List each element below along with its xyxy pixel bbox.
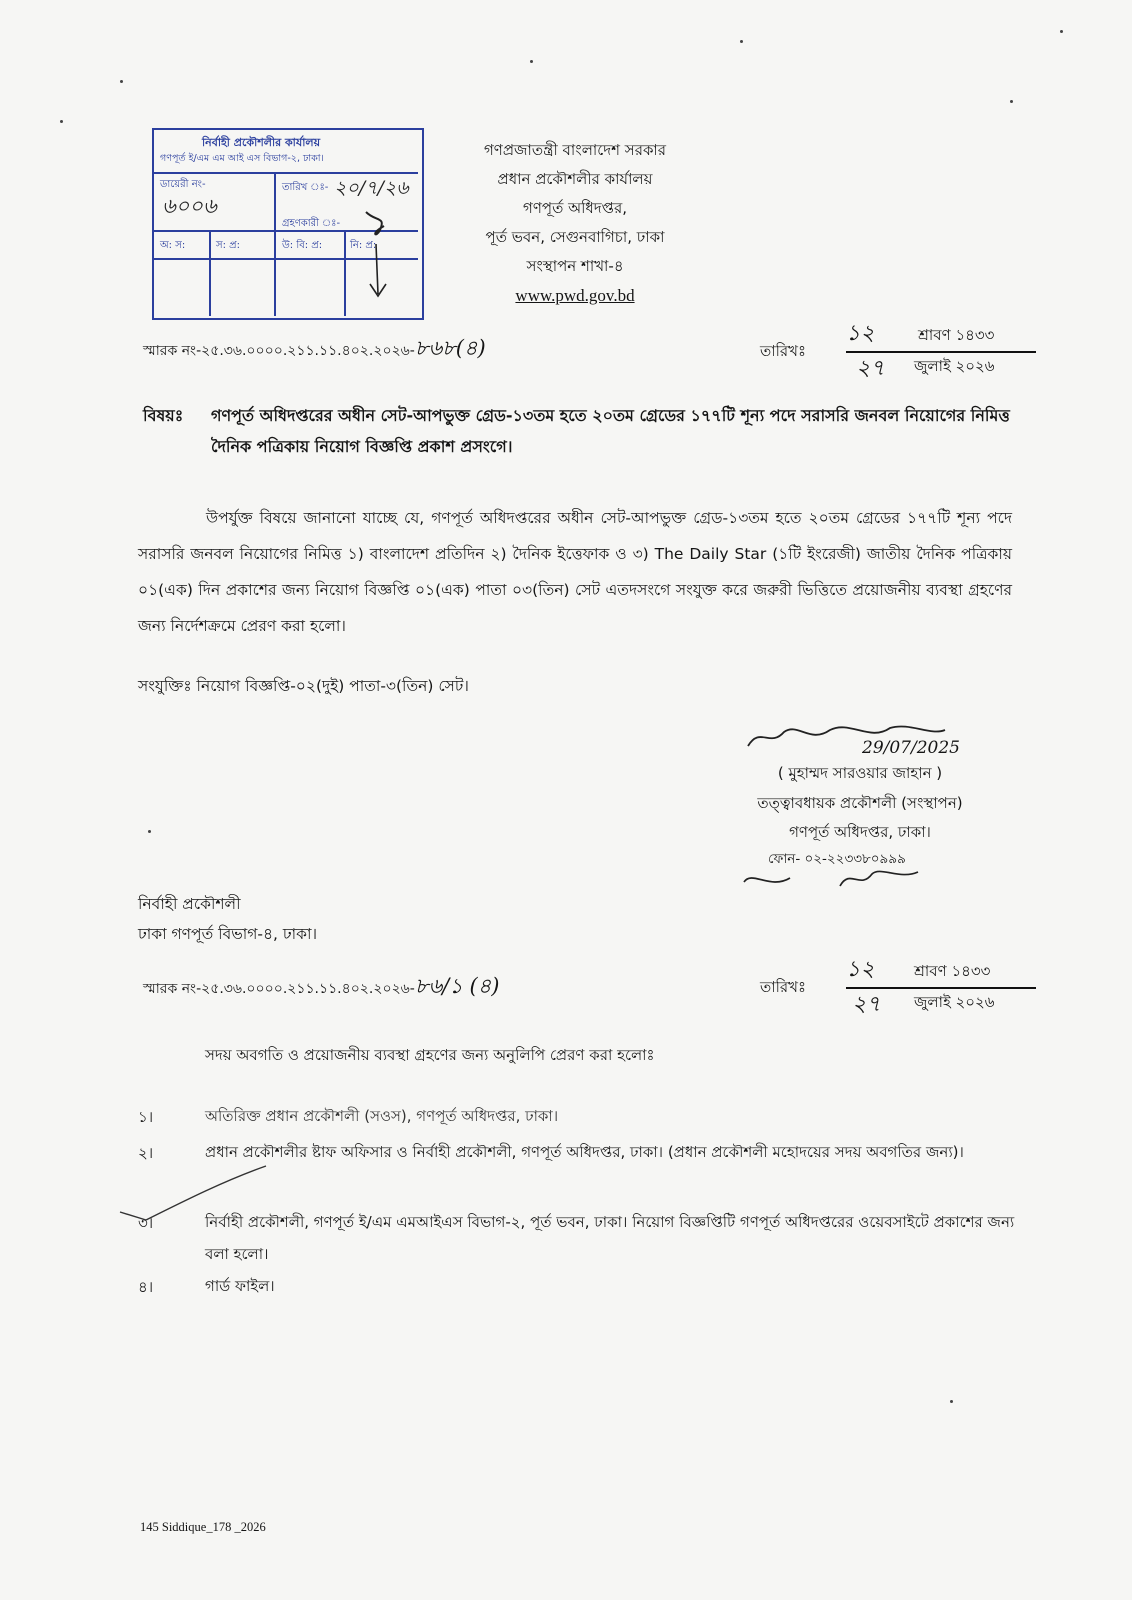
recipient-designation: নির্বাহী প্রকৌশলী	[138, 895, 241, 913]
website-link[interactable]: www.pwd.gov.bd	[515, 286, 635, 305]
speck	[1010, 100, 1013, 103]
header-line-dept: গণপূর্ত অধিদপ্তর,	[522, 199, 628, 217]
memo-reference-prefix: স্মারক নং-২৫.৩৬.০০০০.২১১.১১.৪০২.২০২৬-	[143, 343, 415, 359]
copy-memo-date-eng-day: ২৭	[852, 992, 881, 1017]
copy-memo-date-label: তারিখঃ	[760, 978, 806, 996]
recipient-office: ঢাকা গণপূর্ত বিভাগ-৪, ঢাকা।	[138, 925, 318, 943]
copy-memo-reference-hand: ৮৬/১ (৪)	[414, 974, 500, 998]
speck	[740, 40, 743, 43]
header-line-address: পূর্ত ভবন, সেগুনবাগিচা, ঢাকা	[485, 228, 665, 246]
copy-memo-date	[760, 958, 1000, 1020]
memo-date-eng-month: জুলাই ২০২৬	[914, 357, 995, 375]
stamp-diary-label: ডায়েরী নং-	[160, 179, 206, 190]
header-line-govt: গণপ্রজাতন্ত্রী বাংলাদেশ সরকার	[483, 141, 667, 159]
memo-date-eng-day: ২৭	[856, 356, 885, 381]
signature-date: 29/07/2025	[862, 738, 960, 758]
handwritten-tick	[116, 1160, 276, 1226]
copy-item-text: নির্বাহী প্রকৌশলী, গণপূর্ত ই/এম এমআইএস বিভাগ-২, পূর্ত ভবন, ঢাকা। নিয়োগ বিজ্ঞপ্তিটি গণপূর্ত অধিদপ্তরের ওয়েবসাইটে প্রকাশের জন্য বলা হলো।	[205, 1213, 1015, 1263]
copy-item-text: অতিরিক্ত প্রধান প্রকৌশলী (সওস), গণপূর্ত অধিদপ্তর, ঢাকা।	[205, 1107, 559, 1125]
speck	[60, 120, 63, 123]
speck	[1060, 30, 1063, 33]
copy-item-number: ১।	[138, 1108, 154, 1126]
stamp-cell-3: উ: বি: প্র:	[282, 240, 323, 251]
subject-label: বিষয়ঃ	[143, 406, 184, 425]
stamp-cell-1: অ: স:	[160, 240, 186, 251]
copy-item-text: প্রধান প্রকৌশলীর ষ্টাফ অফিসার ও নির্বাহী প্রকৌশলী, গণপূর্ত অধিদপ্তর, ঢাকা। (প্রধান প্রকৌশলী মহোদয়ের সদয় অবগতির জন্য)।	[205, 1143, 964, 1161]
header-line-section: সংস্থাপন শাখা-৪	[526, 257, 624, 275]
copy-memo-reference-prefix: স্মারক নং-২৫.৩৬.০০০০.২১১.১১.৪০২.২০২৬-	[143, 981, 415, 997]
subject-text: গণপূর্ত অধিদপ্তরের অধীন সেট-আপভুক্ত গ্রেড-১৩তম হতে ২০তম গ্রেডের ১৭৭টি শূন্য পদে সরাসরি জনবল নিয়োগের নিমিত্ত দৈনিক পত্রিকায় নিয়োগ বিজ্ঞপ্তি প্রকাশ প্রসংগে।	[211, 406, 1010, 456]
received-stamp	[152, 128, 424, 320]
memo-date-bangla-month: শ্রাবণ ১৪৩৩	[918, 326, 995, 344]
body-paragraph: উপর্যুক্ত বিষয়ে জানানো যাচ্ছে যে, গণপূর্ত অধিদপ্তরের অধীন সেট-আপভুক্ত গ্রেড-১৩তম হতে ২০তম গ্রেডের ১৭৭টি শূন্য পদে সরাসরি জনবল নিয়োগের নিমিত্ত ১) বাংলাদেশ প্রতিদিন ২) দৈনিক ইত্তেফাক ও ৩) The Daily Star (১টি ইংরেজী) জাতীয় দৈনিক পত্রিকায় ০১(এক) দিন প্রকাশের জন্য নিয়োগ বিজ্ঞপ্তি ০১(এক) পাতা ০৩(তিন) সেট এতদসংগে সংযুক্ত করে জরুরী ভিত্তিতে প্রয়োজনীয় ব্যবস্থা গ্রহণের জন্য নির্দেশক্রমে প্রেরণ করা হলো।	[138, 509, 1012, 635]
office-header	[430, 136, 720, 310]
stamp-date-label: তারিখ ঃ-	[282, 182, 329, 193]
memo-date-label: তারিখঃ	[760, 342, 806, 360]
copy-memo-date-bangla-day: ১২	[846, 957, 875, 982]
memo-reference	[143, 332, 486, 367]
stamp-diary-no: ৬০০৬	[162, 194, 217, 218]
speck	[530, 60, 533, 63]
copy-memo-date-bangla-month: শ্রাবণ ১৪৩৩	[914, 962, 991, 980]
stamp-cell-2: স: প্র:	[216, 240, 240, 251]
stamp-cell-4: নি: প্র:	[350, 240, 377, 251]
memo-date	[760, 322, 1000, 384]
speck	[120, 80, 123, 83]
stamp-date-value: ২০/৭/২৬	[334, 177, 409, 199]
signatory-name: ( মুহাম্মদ সারওয়ার জাহান )	[777, 764, 943, 782]
stamp-receiver-label: গ্রহণকারী ঃ-	[282, 218, 341, 229]
initials-mark	[740, 860, 940, 900]
memo-date-bangla-day: ১২	[846, 321, 875, 346]
speck	[950, 1400, 953, 1403]
attachment-note: সংযুক্তিঃ নিয়োগ বিজ্ঞপ্তি-০২(দুই) পাতা-৩(তিন) সেট।	[138, 677, 469, 695]
stamp-handwriting	[336, 204, 426, 314]
copy-item-text: গার্ড ফাইল।	[205, 1277, 275, 1295]
copy-item-number: ২।	[138, 1144, 154, 1162]
copy-item-number: ৪।	[138, 1278, 154, 1296]
signatory-phone: ফোন- ০২-২২৩৩৮০৯৯৯	[768, 851, 906, 867]
copy-item-number: ৩।	[138, 1214, 154, 1232]
stamp-title: নির্বাহী প্রকৌশলীর কার্যালয়	[202, 136, 321, 149]
copy-intro: সদয় অবগতি ও প্রয়োজনীয় ব্যবস্থা গ্রহণের জন্য অনুলিপি প্রেরণ করা হলোঃ	[205, 1046, 655, 1064]
copy-memo-date-eng-month: জুলাই ২০২৬	[914, 993, 995, 1011]
footer-code: 145 Siddique_178 _2026	[140, 1520, 266, 1534]
signatory-designation: তত্ত্বাবধায়ক প্রকৌশলী (সংস্থাপন)	[757, 794, 963, 812]
stamp-subtitle: গণপূর্ত ই/এম এম আই এস বিভাগ-২, ঢাকা।	[160, 153, 324, 164]
speck	[148, 830, 151, 833]
signatory-office: গণপূর্ত অধিদপ্তর, ঢাকা।	[789, 823, 931, 841]
copy-memo-reference	[143, 970, 500, 1005]
memo-reference-hand: ৮৬৮(৪)	[414, 336, 486, 360]
header-line-office: প্রধান প্রকৌশলীর কার্যালয়	[497, 170, 653, 188]
